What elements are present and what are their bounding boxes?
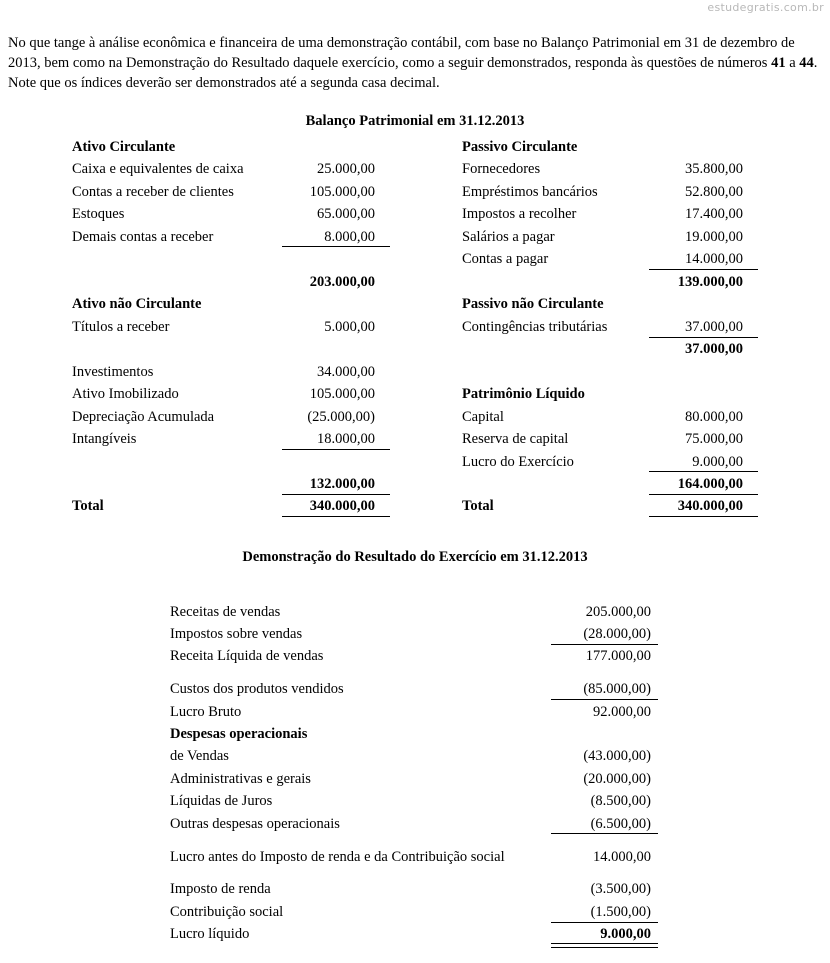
dre-row-label: Imposto de renda bbox=[170, 881, 271, 897]
intro-text-c: . Note que os índices deverão ser demonstrados até a segunda casa decimal. bbox=[8, 55, 818, 91]
dre-row-value: 205.000,00 bbox=[585, 604, 651, 620]
total-rule bbox=[282, 516, 390, 517]
ac-row-value: 25.000,00 bbox=[317, 161, 375, 177]
anc-row-value: 34.000,00 bbox=[317, 364, 375, 380]
anc-total: 132.000,00 bbox=[309, 476, 375, 492]
dre-row-value: (28.000,00) bbox=[583, 626, 651, 642]
ativo-total-value: 340.000,00 bbox=[309, 498, 375, 514]
anc-row-label: Títulos a receber bbox=[72, 319, 170, 335]
pl-row-value: 75.000,00 bbox=[685, 431, 743, 447]
pc-row-value: 35.800,00 bbox=[685, 161, 743, 177]
pl-row-label: Lucro do Exercício bbox=[462, 454, 574, 470]
dre-row-value: (3.500,00) bbox=[590, 881, 651, 897]
intro-text-b: a bbox=[785, 55, 800, 71]
patrimonio-liquido-heading: Patrimônio Líquido bbox=[462, 386, 585, 402]
passivo-total-label: Total bbox=[462, 498, 494, 514]
dre-row-value: 177.000,00 bbox=[585, 648, 651, 664]
intro-question-from: 41 bbox=[771, 55, 786, 71]
ativo-nao-circulante-heading: Ativo não Circulante bbox=[72, 296, 202, 312]
subtotal-rule bbox=[282, 449, 390, 450]
dre-row-label: Contribuição social bbox=[170, 904, 284, 920]
dre-row-value: (20.000,00) bbox=[583, 771, 651, 787]
anc-row-value: 18.000,00 bbox=[317, 431, 375, 447]
subtotal-rule bbox=[649, 337, 758, 338]
pl-row-label: Reserva de capital bbox=[462, 431, 569, 447]
ac-row-label: Demais contas a receber bbox=[72, 229, 214, 245]
dre-row-label: Outras despesas operacionais bbox=[170, 816, 340, 832]
dre-row-label: Administrativas e gerais bbox=[170, 771, 311, 787]
anc-row-label: Ativo Imobilizado bbox=[72, 386, 179, 402]
anc-row-label: Investimentos bbox=[72, 364, 154, 380]
pnc-total: 37.000,00 bbox=[685, 341, 743, 357]
ac-total: 203.000,00 bbox=[309, 274, 375, 290]
pl-row-label: Capital bbox=[462, 409, 504, 425]
total-rule bbox=[649, 516, 758, 517]
passivo-total-value: 340.000,00 bbox=[677, 498, 743, 514]
ac-row-value: 105.000,00 bbox=[309, 184, 375, 200]
anc-row-value: (25.000,00) bbox=[307, 409, 375, 425]
subtotal-rule bbox=[551, 644, 658, 645]
dre-row-value: (6.500,00) bbox=[590, 816, 651, 832]
subtotal-rule bbox=[551, 699, 658, 700]
ac-row-label: Estoques bbox=[72, 206, 125, 222]
pc-row-value: 17.400,00 bbox=[685, 206, 743, 222]
watermark: estudegratis.com.br bbox=[707, 1, 824, 14]
ativo-circulante-heading: Ativo Circulante bbox=[72, 139, 176, 155]
pnc-row-value: 37.000,00 bbox=[685, 319, 743, 335]
ac-row-value: 8.000,00 bbox=[324, 229, 375, 245]
dre-row-label: Lucro líquido bbox=[170, 926, 250, 942]
dre-row-label: de Vendas bbox=[170, 748, 229, 764]
subtotal-rule bbox=[551, 833, 658, 834]
intro-text-a: No que tange à análise econômica e financeira de uma demonstração contábil, com base no Balanço Patrimonial em 31 de dezembro de 2013, bem como na Demonstração do Resultado daquele exercício, como a seguir demonstrados, responda às questões de números bbox=[8, 35, 795, 71]
ac-row-value: 65.000,00 bbox=[317, 206, 375, 222]
intro-question-to: 44 bbox=[799, 55, 814, 71]
ac-row-label: Caixa e equivalentes de caixa bbox=[72, 161, 244, 177]
subtotal-rule bbox=[649, 494, 758, 495]
pc-row-label: Contas a pagar bbox=[462, 251, 549, 267]
subtotal-rule bbox=[551, 922, 658, 923]
dre-row-label: Impostos sobre vendas bbox=[170, 626, 303, 642]
anc-row-label: Depreciação Acumulada bbox=[72, 409, 215, 425]
dre-row-value: (8.500,00) bbox=[590, 793, 651, 809]
dre-row-label: Lucro antes do Imposto de renda e da Contribuição social bbox=[170, 849, 505, 865]
subtotal-rule bbox=[282, 494, 390, 495]
pl-total: 164.000,00 bbox=[677, 476, 743, 492]
dre-row-label: Líquidas de Juros bbox=[170, 793, 273, 809]
dre-row-value: 92.000,00 bbox=[593, 704, 651, 720]
net-income-value: 9.000,00 bbox=[600, 926, 651, 942]
ativo-total-label: Total bbox=[72, 498, 104, 514]
passivo-circulante-heading: Passivo Circulante bbox=[462, 139, 578, 155]
balance-title: Balanço Patrimonial em 31.12.2013 bbox=[305, 113, 525, 129]
pc-row-value: 19.000,00 bbox=[685, 229, 743, 245]
pc-row-value: 14.000,00 bbox=[685, 251, 743, 267]
ac-row-label: Contas a receber de clientes bbox=[72, 184, 234, 200]
pc-total: 139.000,00 bbox=[677, 274, 743, 290]
double-total-rule bbox=[551, 943, 658, 948]
pl-row-value: 9.000,00 bbox=[692, 454, 743, 470]
dre-row-label: Receita Líquida de vendas bbox=[170, 648, 324, 664]
dre-title: Demonstração do Resultado do Exercício em 31.12.2013 bbox=[242, 549, 588, 565]
pc-row-label: Impostos a recolher bbox=[462, 206, 577, 222]
subtotal-rule bbox=[282, 246, 390, 247]
dre-section-heading: Despesas operacionais bbox=[170, 726, 308, 742]
dre-row-label: Receitas de vendas bbox=[170, 604, 281, 620]
subtotal-rule bbox=[649, 471, 758, 472]
passivo-nao-circulante-heading: Passivo não Circulante bbox=[462, 296, 604, 312]
dre-row-label: Custos dos produtos vendidos bbox=[170, 681, 344, 697]
anc-row-value: 5.000,00 bbox=[324, 319, 375, 335]
pc-row-value: 52.800,00 bbox=[685, 184, 743, 200]
pc-row-label: Salários a pagar bbox=[462, 229, 555, 245]
dre-row-value: (85.000,00) bbox=[583, 681, 651, 697]
dre-row-value: 14.000,00 bbox=[593, 849, 651, 865]
dre-row-label: Lucro Bruto bbox=[170, 704, 242, 720]
dre-row-value: (43.000,00) bbox=[583, 748, 651, 764]
subtotal-rule bbox=[649, 269, 758, 270]
anc-row-value: 105.000,00 bbox=[309, 386, 375, 402]
pnc-row-label: Contingências tributárias bbox=[462, 319, 608, 335]
pc-row-label: Fornecedores bbox=[462, 161, 541, 177]
pc-row-label: Empréstimos bancários bbox=[462, 184, 598, 200]
pl-row-value: 80.000,00 bbox=[685, 409, 743, 425]
dre-row-value: (1.500,00) bbox=[590, 904, 651, 920]
intro-paragraph bbox=[8, 33, 823, 93]
anc-row-label: Intangíveis bbox=[72, 431, 137, 447]
